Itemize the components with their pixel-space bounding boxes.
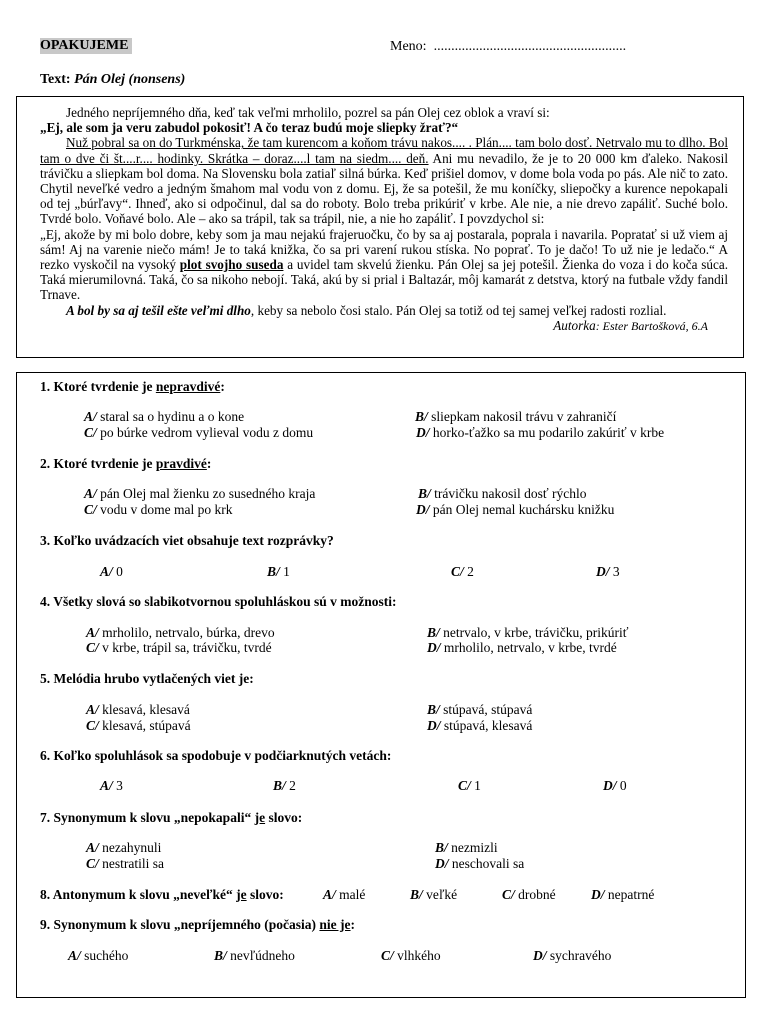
question-7-underlined: je xyxy=(254,810,266,825)
option-letter: D/ xyxy=(427,640,441,655)
question-1-text: 1. Ktoré tvrdenie je xyxy=(40,379,156,394)
option-text: stúpavá, klesavá xyxy=(440,718,533,733)
text-title-label: Text: xyxy=(40,72,71,87)
story-paragraph-5-rest: , keby sa nebolo čosi stalo. Pán Olej sa totiž od tej samej veľkej radosti rozlial. xyxy=(250,302,667,318)
option-letter: A/ xyxy=(323,887,336,902)
q4-option-b[interactable] xyxy=(427,625,628,641)
q5-option-a[interactable] xyxy=(86,702,190,718)
option-letter: C/ xyxy=(84,425,97,440)
option-letter: D/ xyxy=(596,564,610,579)
q7-option-c[interactable] xyxy=(86,856,164,872)
option-letter: D/ xyxy=(591,887,605,902)
option-text: 3 xyxy=(609,564,620,579)
story-underlined-phrase: plot svojho suseda xyxy=(179,257,284,273)
option-letter: B/ xyxy=(418,486,431,501)
story-underlined-sentences: Nuž pobral sa on do Turkménska, že tam kurencom a koňom trávu nakos.... . Plán.... tam bolo dosť. Netrvalo mu to dlho. Bol tam o dve či št....r.... hodinky. Skrátka – doraz....l tam na siedm.... deň. xyxy=(40,135,728,166)
q4-option-c[interactable] xyxy=(86,640,272,656)
text-title-name: Pán Olej (nonsens) xyxy=(74,72,186,87)
story-paragraph-2 xyxy=(40,120,728,135)
option-text: nepatrné xyxy=(604,887,655,902)
q9-option-d[interactable] xyxy=(533,948,611,964)
option-text: klesavá, klesavá xyxy=(98,702,190,717)
question-2-underlined: pravdivé xyxy=(155,456,207,471)
q5-option-b[interactable] xyxy=(427,702,532,718)
option-text: trávičku nakosil dosť rýchlo xyxy=(430,486,587,501)
q9-option-b[interactable] xyxy=(214,948,295,964)
option-text: 2 xyxy=(285,778,296,793)
q2-option-b[interactable] xyxy=(418,486,587,502)
q6-option-c[interactable] xyxy=(458,778,481,794)
question-8-text: 8. Antonymum k slovu „neveľké“ xyxy=(40,887,237,902)
option-letter: C/ xyxy=(86,718,99,733)
option-text: mrholilo, netrvalo, v krbe, tvrdé xyxy=(440,640,617,655)
option-letter: A/ xyxy=(86,702,99,717)
story-bold-sentence-2: A bol by sa aj tešil ešte veľmi dlho xyxy=(66,302,251,318)
question-1 xyxy=(40,379,225,395)
q2-option-d[interactable] xyxy=(416,502,614,518)
option-text: po búrke vedrom vylieval vodu z domu xyxy=(96,425,314,440)
option-letter: B/ xyxy=(214,948,227,963)
option-text: vodu v dome mal po krk xyxy=(96,502,233,517)
q9-option-c[interactable] xyxy=(381,948,441,964)
option-letter: B/ xyxy=(415,409,428,424)
option-text: drobné xyxy=(514,887,556,902)
q4-option-d[interactable] xyxy=(427,640,617,656)
q2-option-c[interactable] xyxy=(84,502,233,518)
q8-option-b[interactable] xyxy=(410,887,457,903)
story-author xyxy=(40,318,728,334)
option-text: vlhkého xyxy=(393,948,441,963)
option-text: sliepkam nakosil trávu v zahraničí xyxy=(427,409,617,424)
story-paragraph-4-a: „Ej, akože by mi bolo dobre, keby som ja mau nejakú frajeruočku, čo by sa aj postarala, poprala i navarila. Popratať si už viem aj sám! Aj na varenie niečo mám! Je to taká knižka, čo sa pri varení rukou stíska. No poprať. To je dačo! To už nie je ledačo.“ A rezko vyskočil na vysoký xyxy=(40,226,728,273)
q5-option-c[interactable] xyxy=(86,718,191,734)
question-2-text: 2. Ktoré tvrdenie je xyxy=(40,456,156,471)
option-text: 1 xyxy=(279,564,290,579)
option-text: suchého xyxy=(80,948,129,963)
option-text: sychravého xyxy=(546,948,612,963)
option-text: horko-ťažko sa mu podarilo zakúriť v krbe xyxy=(429,425,665,440)
option-text: klesavá, stúpavá xyxy=(98,718,191,733)
story-paragraph-4-b: a uvidel tam skvelú žienku. Pán Olej sa jej potešil. Žienka do voza i do koča súca. Taká mierumilovná. Taká, čo sa nikoho nebojí. Taká, akú by si prial i Baltazár, môj kamarát z detstva, ktorý na futbale vždy fandil Trnave. xyxy=(40,257,728,303)
option-text: 0 xyxy=(616,778,627,793)
q2-option-a[interactable] xyxy=(84,486,315,502)
option-letter: C/ xyxy=(458,778,471,793)
question-1-suffix: : xyxy=(220,379,225,394)
q6-option-a[interactable] xyxy=(100,778,123,794)
option-text: 0 xyxy=(112,564,123,579)
q1-option-c[interactable] xyxy=(84,425,313,441)
q7-option-a[interactable] xyxy=(86,840,161,856)
option-letter: A/ xyxy=(100,564,113,579)
option-letter: C/ xyxy=(86,856,99,871)
q7-option-d[interactable] xyxy=(435,856,524,872)
q8-option-d[interactable] xyxy=(591,887,654,903)
story-text xyxy=(40,105,728,334)
question-9-suffix: : xyxy=(350,917,356,932)
option-text: pán Olej mal žienku zo susedného kraja xyxy=(96,486,316,501)
option-text: staral sa o hydinu a o kone xyxy=(96,409,245,424)
option-text: nevľúdneho xyxy=(226,948,295,963)
option-text: v krbe, trápil sa, trávičku, tvrdé xyxy=(98,640,272,655)
option-letter: C/ xyxy=(451,564,464,579)
option-letter: A/ xyxy=(100,778,113,793)
q8-option-a[interactable] xyxy=(323,887,365,903)
option-letter: C/ xyxy=(86,640,99,655)
option-letter: C/ xyxy=(502,887,515,902)
page-heading-badge: OPAKUJEME xyxy=(40,38,132,54)
name-field xyxy=(390,39,626,55)
author-label: Autorka xyxy=(553,317,596,333)
question-6: 6. Koľko spoluhlások sa spodobuje v podčiarknutých vetách: xyxy=(40,748,392,763)
option-letter: C/ xyxy=(84,502,97,517)
option-text: nezahynuli xyxy=(98,840,162,855)
question-1-underlined: nepravdivé xyxy=(155,379,221,394)
option-text: netrvalo, v krbe, trávičku, prikúriť xyxy=(439,625,629,640)
option-letter: B/ xyxy=(410,887,423,902)
option-text: pán Olej nemal kuchársku knižku xyxy=(429,502,615,517)
q6-option-d[interactable] xyxy=(603,778,627,794)
option-text: 3 xyxy=(112,778,123,793)
story-paragraph-5 xyxy=(40,303,728,318)
option-letter: A/ xyxy=(84,409,97,424)
story-paragraph-3 xyxy=(40,135,728,226)
question-8 xyxy=(40,887,284,903)
option-text: malé xyxy=(335,887,366,902)
option-letter: B/ xyxy=(427,625,440,640)
q1-option-a[interactable] xyxy=(84,409,244,425)
option-text: 1 xyxy=(470,778,481,793)
story-paragraph-3-rest: Ani mu nevadilo, že je to 20 000 km ďaleko. Nakosil trávičku a sliepkam bol doma. Na Slovensku bola zatiaľ silná búrka. Keď prišiel domov, v dome bola voda po pás. Ale nič to zato. Chytil neveľké vedro a jedným šmahom mal vodu von z domu. Ej, že sa potešil, že mu koníčky, sliepočky a kurence nepokapali od tej „búrľavy“. Ihneď, ako si odpočinul, dal sa do roboty. Bolo treba prikúriť v krbe. Ale nie, a nie drevo zapáliť. Suché bolo. Tvrdé bolo. Voňavé bolo. Ale – ako sa trápil, tak sa trápil, nie, a nie ho zapáliť. I povzdychol si: xyxy=(40,150,728,227)
option-letter: B/ xyxy=(427,702,440,717)
option-letter: D/ xyxy=(603,778,617,793)
option-letter: B/ xyxy=(435,840,448,855)
q1-option-d[interactable] xyxy=(416,425,664,441)
option-text: mrholilo, netrvalo, búrka, drevo xyxy=(98,625,275,640)
q3-option-a[interactable] xyxy=(100,564,123,580)
question-7-text: 7. Synonymum k slovu „nepokapali“ xyxy=(40,810,255,825)
question-7 xyxy=(40,810,302,826)
question-3: 3. Koľko uvádzacích viet obsahuje text rozprávky? xyxy=(40,533,334,548)
question-2-suffix: : xyxy=(206,456,212,471)
question-7-suffix: slovo: xyxy=(265,810,303,825)
story-bold-sentence-1: „Ej, ale som ja veru zabudol pokosiť! A čo teraz budú moje sliepky žrať?“ xyxy=(40,120,459,136)
q7-option-b[interactable] xyxy=(435,840,498,856)
question-5: 5. Melódia hrubo vytlačených viet je: xyxy=(40,671,254,686)
option-text: stúpavá, stúpavá xyxy=(439,702,533,717)
author-name: : Ester Bartošková, 6.A xyxy=(595,318,708,333)
option-letter: D/ xyxy=(435,856,449,871)
option-letter: D/ xyxy=(416,502,430,517)
q4-option-a[interactable] xyxy=(86,625,275,641)
name-blank: ....................................................... xyxy=(433,39,627,54)
q3-option-c[interactable] xyxy=(451,564,474,580)
option-letter: A/ xyxy=(86,840,99,855)
question-4: 4. Všetky slová so slabikotvornou spoluhláskou sú v možnosti: xyxy=(40,594,397,609)
option-letter: D/ xyxy=(416,425,430,440)
option-letter: C/ xyxy=(381,948,394,963)
option-text: nestratili sa xyxy=(98,856,164,871)
option-text: veľké xyxy=(422,887,458,902)
q8-option-c[interactable] xyxy=(502,887,556,903)
name-label: Meno: xyxy=(390,39,427,54)
question-9-underlined: nie je xyxy=(319,917,351,932)
option-text: nezmizli xyxy=(447,840,498,855)
option-letter: B/ xyxy=(267,564,280,579)
option-text: 2 xyxy=(463,564,474,579)
q9-option-a[interactable] xyxy=(68,948,128,964)
option-letter: A/ xyxy=(84,486,97,501)
option-text: neschovali sa xyxy=(448,856,525,871)
q5-option-d[interactable] xyxy=(427,718,532,734)
option-letter: B/ xyxy=(273,778,286,793)
q6-option-b[interactable] xyxy=(273,778,296,794)
q3-option-d[interactable] xyxy=(596,564,620,580)
q3-option-b[interactable] xyxy=(267,564,290,580)
question-8-underlined: je xyxy=(236,887,247,902)
option-letter: D/ xyxy=(533,948,547,963)
question-2 xyxy=(40,456,211,472)
q1-option-b[interactable] xyxy=(415,409,616,425)
option-letter: A/ xyxy=(68,948,81,963)
option-letter: A/ xyxy=(86,625,99,640)
question-8-suffix: slovo: xyxy=(246,887,284,902)
story-paragraph-4 xyxy=(40,227,728,303)
option-letter: D/ xyxy=(427,718,441,733)
question-9 xyxy=(40,917,355,933)
text-title xyxy=(40,72,185,88)
story-paragraph-1: Jedného nepríjemného dňa, keď tak veľmi mrholilo, pozrel sa pán Olej cez oblok a vraví si: xyxy=(66,105,550,120)
question-9-text: 9. Synonymum k slovu „nepríjemného (počasia) xyxy=(40,917,320,932)
